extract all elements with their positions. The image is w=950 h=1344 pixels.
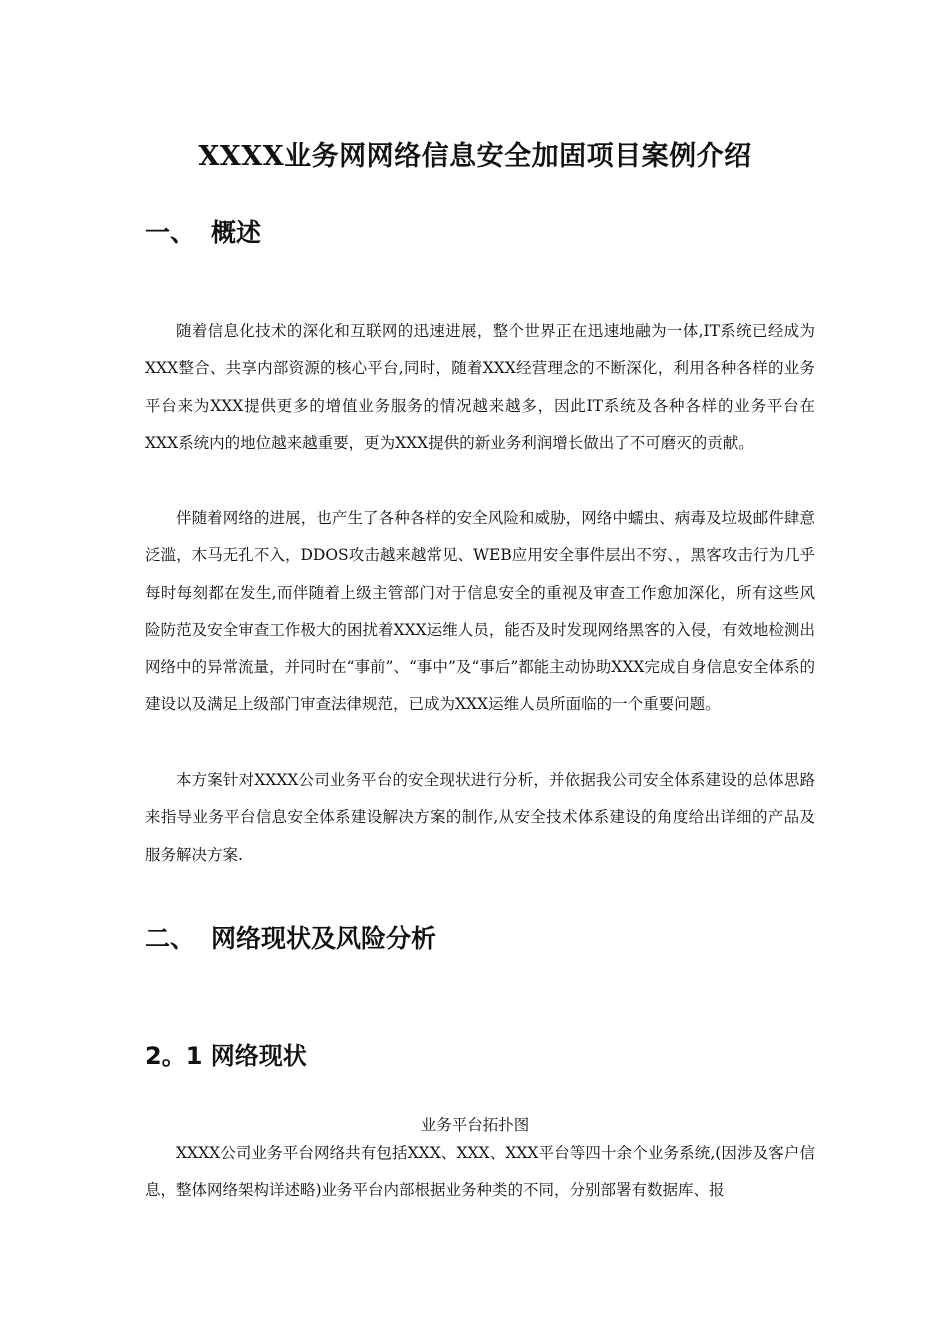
paragraph: 伴随着网络的进展，也产生了各种各样的安全风险和威胁，网络中蠕虫、病毒及垃圾邮件肆意泛滥，木马无孔不入，DDOS攻击越来越常见、WEB应用安全事件层出不穷、，黑客攻击行为几乎每时每刻都在发生,而伴随着上级主管部门对于信息安全的重视及审查工作愈加深化，所有这些风险防范及安全审查工作极大的困扰着XXX运维人员，能否及时发现网络黑客的入侵，有效地检测出网络中的异常流量，并同时在“事前”、“事中”及“事后”都能主动协助XXX完成自身信息安全体系的建设以及满足上级部门审查法律规范，已成为XXX运维人员所面临的一个重要问题。 [145, 509, 815, 714]
subsection-heading: 2。1 网络现状 [145, 1042, 307, 1070]
section-number: 二、 [145, 924, 196, 953]
section-number: 一、 [145, 218, 196, 247]
section-title: 概述 [211, 218, 262, 247]
figure-caption: 业务平台拓扑图 [420, 1116, 530, 1134]
paragraph: 随着信息化技术的深化和互联网的迅速进展，整个世界正在迅速地融为一体,IT系统已经成为XXX整合、共享内部资源的核心平台,同时，随着XXX经营理念的不断深化，利用各种各样的业务平台来为XXX提供更多的增值业务服务的情况越来越多，因此IT系统及各种各样的业务平台在XXX系统内的地位越来越重要，更为XXX提供的新业务利润增长做出了不可磨灭的贡献。 [145, 322, 815, 452]
paragraph: 本方案针对XXXX公司业务平台的安全现状进行分析，并依据我公司安全体系建设的总体思路来指导业务平台信息安全体系建设解决方案的制作,从安全技术体系建设的角度给出详细的产品及服务解决方案. [145, 771, 815, 864]
section-heading-network-status [145, 919, 436, 955]
paragraph: XXXX公司业务平台网络共有包括XXX、XXX、XXX平台等四十余个业务系统,(因涉及客户信息，整体网络架构详述略)业务平台内部根据业务种类的不同，分别部署有数据库、报 [145, 1144, 815, 1200]
section-heading-overview [145, 213, 261, 249]
section-title: 网络现状及风险分析 [211, 924, 437, 953]
document-title: XXXX业务网网络信息安全加固项目案例介绍 [198, 141, 752, 172]
